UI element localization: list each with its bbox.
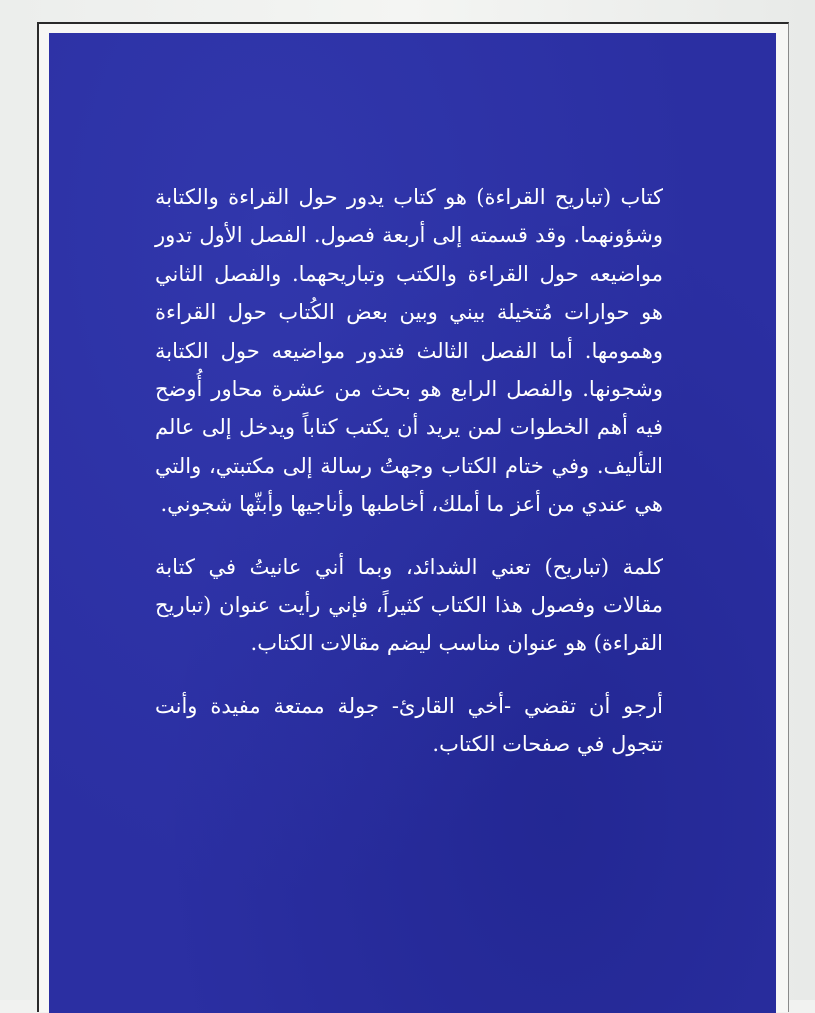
blurb-paragraph-2: كلمة (تباريح) تعني الشدائد، وبما أني عانيتُ في كتابة مقالات وفصول هذا الكتاب كثيراً، فإني رأيت عنوان (تباريح القراءة) هو عنوان مناسب ليضم مقالات الكتاب.: [155, 554, 663, 656]
blurb-paragraph-1: كتاب (تباريح القراءة) هو كتاب يدور حول القراءة والكتابة وشؤونهما. وقد قسمته إلى أربعة فصول. الفصل الأول تدور مواضيعه حول القراءة والكتب وتباريحهما. والفصل الثاني هو حوارات مُتخيلة بيني وبين بعض الكُتاب حول القراءة وهمومها. أما الفصل الثالث فتدور مواضيعه حول الكتابة وشجونها. والفصل الرابع هو بحث من عشرة محاور أُوضح فيه أهم الخطوات لمن يريد أن يكتب كتاباً ويدخل إلى عالم التأليف. وفي ختام الكتاب وجهتُ رسالة إلى مكتبتي، والتي هي عندي من أعز ما أملك، أخاطبها وأناجيها وأبثّها شجوني.: [155, 185, 663, 517]
blurb-text: [155, 178, 663, 764]
blurb-paragraph-3: أرجو أن تقضي -أخي القارئ- جولة ممتعة مفيدة وأنت تتجول في صفحات الكتاب.: [155, 693, 663, 757]
